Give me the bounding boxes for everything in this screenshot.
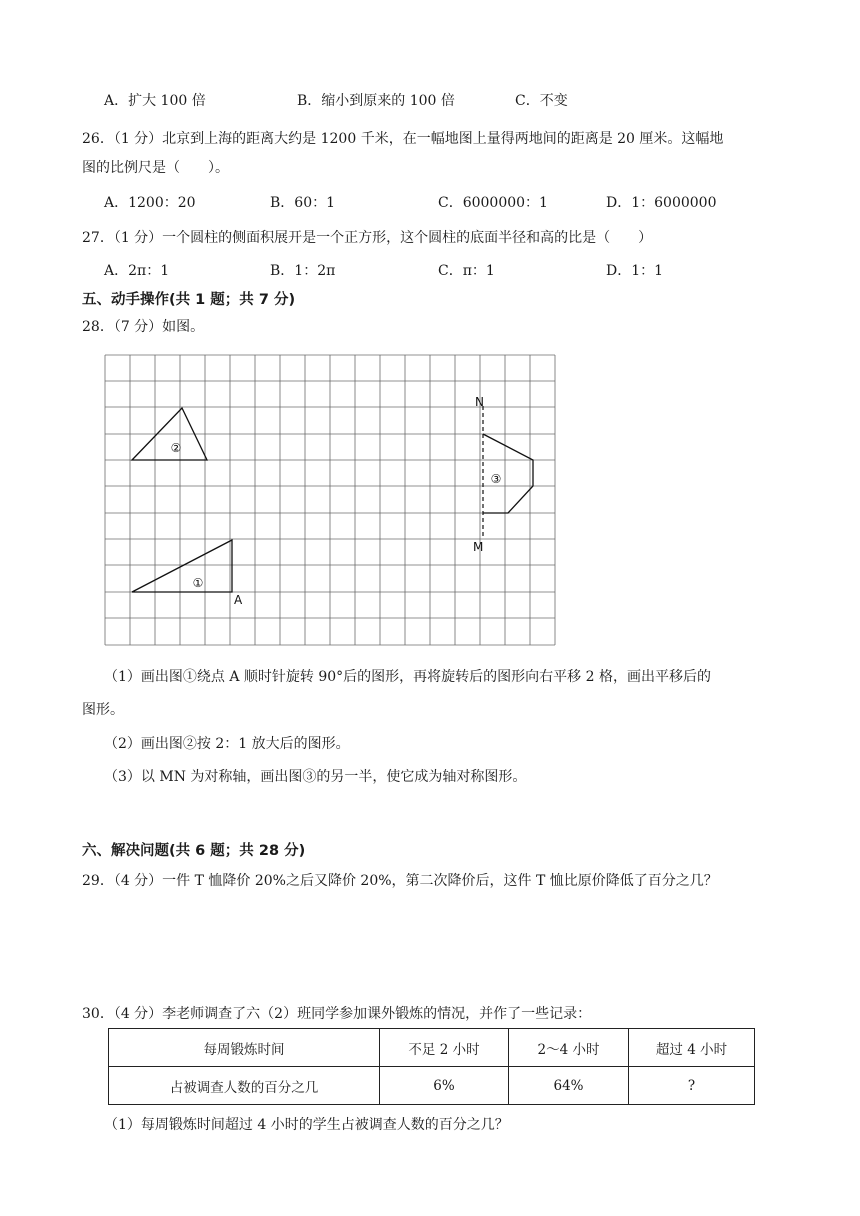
q27-option-a: A．2π：1 xyxy=(104,263,170,279)
shape-1-triangle xyxy=(132,540,232,592)
table-header-cell: 不足 2 小时 xyxy=(380,1029,509,1067)
q27-option-c: C．π：1 xyxy=(438,263,495,279)
table-row xyxy=(109,1067,755,1105)
point-m-label: M xyxy=(473,540,484,554)
q28-sub2: （2）画出图②按 2：1 放大后的图形。 xyxy=(104,736,350,752)
section-5-title: 五、动手操作(共 1 题；共 7 分) xyxy=(82,292,296,308)
q28-sub3: （3）以 MN 为对称轴，画出图③的另一半，使它成为轴对称图形。 xyxy=(104,769,527,785)
q27-option-d: D．1：1 xyxy=(606,263,664,279)
q26-option-a: A．1200：20 xyxy=(104,195,196,211)
q27-question: 27．（1 分）一个圆柱的侧面积展开是一个正方形，这个圆柱的底面半径和高的比是（ ） xyxy=(82,230,653,246)
q30-question: 30．（4 分）李老师调查了六（2）班同学参加课外锻炼的情况，并作了一些记录： xyxy=(82,1006,592,1022)
q27-option-b: B．1：2π xyxy=(270,263,336,279)
table-header-row xyxy=(109,1029,755,1067)
table-cell: 6% xyxy=(380,1067,509,1105)
q25-option-a: A．扩大 100 倍 xyxy=(104,93,206,109)
q26-option-d: D．1：6000000 xyxy=(606,195,717,211)
q28-grid-figure xyxy=(100,350,570,650)
table-cell: ? xyxy=(629,1067,755,1105)
q28-sub1-line2: 图形。 xyxy=(82,702,124,718)
q29-question: 29．（4 分）一件 T 恤降价 20%之后又降价 20%，第二次降价后，这件 T 恤比原价降低了百分之几？ xyxy=(82,873,718,889)
shape-3-label: ③ xyxy=(490,472,502,486)
q26-question-line1: 26．（1 分）北京到上海的距离大约是 1200 千米，在一幅地图上量得两地间的距离是 20 厘米。这幅地 xyxy=(82,131,724,147)
shape-2-label: ② xyxy=(170,441,182,455)
q28-question: 28．（7 分）如图。 xyxy=(82,319,205,335)
table-header-cell: 每周锻炼时间 xyxy=(109,1029,380,1067)
q30-record-table xyxy=(108,1028,755,1105)
grid-lines xyxy=(105,355,555,645)
q26-option-c: C．6000000：1 xyxy=(438,195,548,211)
q26-question-line2: 图的比例尺是（ ）。 xyxy=(82,160,229,176)
q25-option-b: B．缩小到原来的 100 倍 xyxy=(297,93,455,109)
section-6-title: 六、解决问题(共 6 题；共 28 分) xyxy=(82,843,306,859)
q30-sub1: （1）每周锻炼时间超过 4 小时的学生占被调查人数的百分之几？ xyxy=(104,1117,509,1133)
q25-option-c: C．不变 xyxy=(515,93,568,109)
point-n-label: N xyxy=(475,395,484,409)
table-header-cell: 超过 4 小时 xyxy=(629,1029,755,1067)
table-header-cell: 2～4 小时 xyxy=(509,1029,629,1067)
table-cell: 占被调查人数的百分之几 xyxy=(109,1067,380,1105)
q26-option-b: B．60：1 xyxy=(270,195,336,211)
table-cell: 64% xyxy=(509,1067,629,1105)
q28-sub1-line1: （1）画出图①绕点 A 顺时针旋转 90°后的图形，再将旋转后的图形向右平移 2 格，画出平移后的 xyxy=(104,669,711,685)
point-a-label: A xyxy=(234,593,243,607)
shape-1-label: ① xyxy=(192,576,204,590)
